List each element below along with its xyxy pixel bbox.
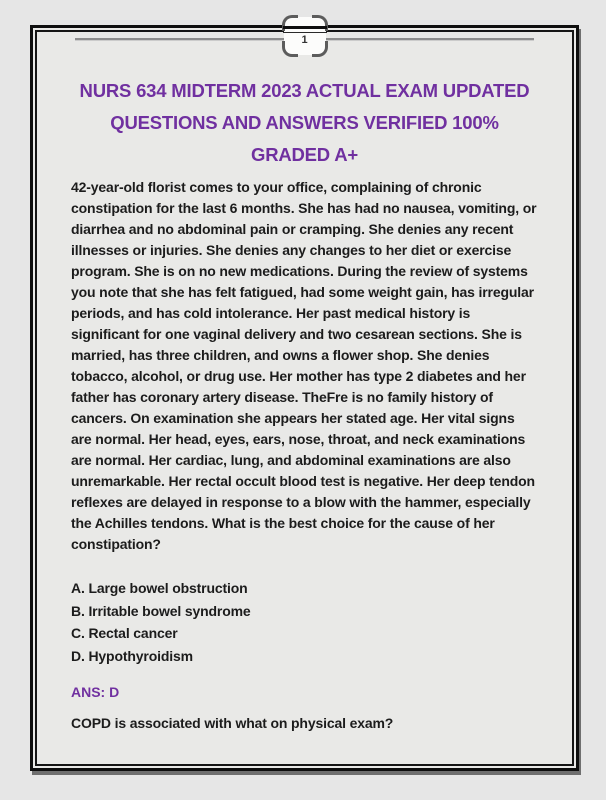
next-question-stem: COPD is associated with what on physical exam? [71, 715, 394, 731]
question-stem: 42-year-old florist comes to your office, complaining of chronic constipation for the last 6 months. She has had no nausea, vomiting, or diarrhea and no abdominal pain or cramping. She denies any recent illnesses or injuries. She denies any changes to her diet or exercise program. She is on no new medications. During the review of systems you note that she has felt fatigued, had some weight gain, has irregular periods, and has cold intolerance. Her past medical history is significant for one vaginal delivery and two cesarean sections. She is married, has three children, and owns a flower shop. She denies tobacco, alcohol, or drug use. Her mother has type 2 diabetes and her father has coronary artery disease. TheFre is no family history of cancers. On examination she appears her stated age. Her vital signs are normal. Her head, eyes, ears, nose, throat, and neck examinations are normal. Her cardiac, lung, and abdominal examinations are also unremarkable. Her rectal occult blood test is negative. Her deep tendon reflexes are delayed in response to a blow with the hammer, especially the Achilles tendons. What is the best choice for the cause of her constipation? [71, 179, 537, 552]
document-title-line-2: QUESTIONS AND ANSWERS VERIFIED 100% [110, 112, 499, 133]
page-number: 1 [301, 34, 308, 46]
answer-label: ANS: D [71, 684, 120, 700]
page-border-stripe-thick [283, 26, 327, 29]
option-a: A. Large bowel obstruction [71, 580, 248, 596]
document-page [30, 25, 579, 771]
option-b: B. Irritable bowel syndrome [71, 602, 251, 619]
document-title-line-1: NURS 634 MIDTERM 2023 ACTUAL EXAM UPDATED [79, 80, 530, 101]
document-title-line-3: GRADED A+ [251, 144, 358, 165]
answer-options [71, 577, 538, 667]
option-c: C. Rectal cancer [71, 625, 178, 641]
page-content [33, 28, 576, 734]
document-title [71, 75, 538, 171]
option-d: D. Hypothyroidism [71, 647, 193, 664]
page-number-tab [284, 17, 326, 55]
